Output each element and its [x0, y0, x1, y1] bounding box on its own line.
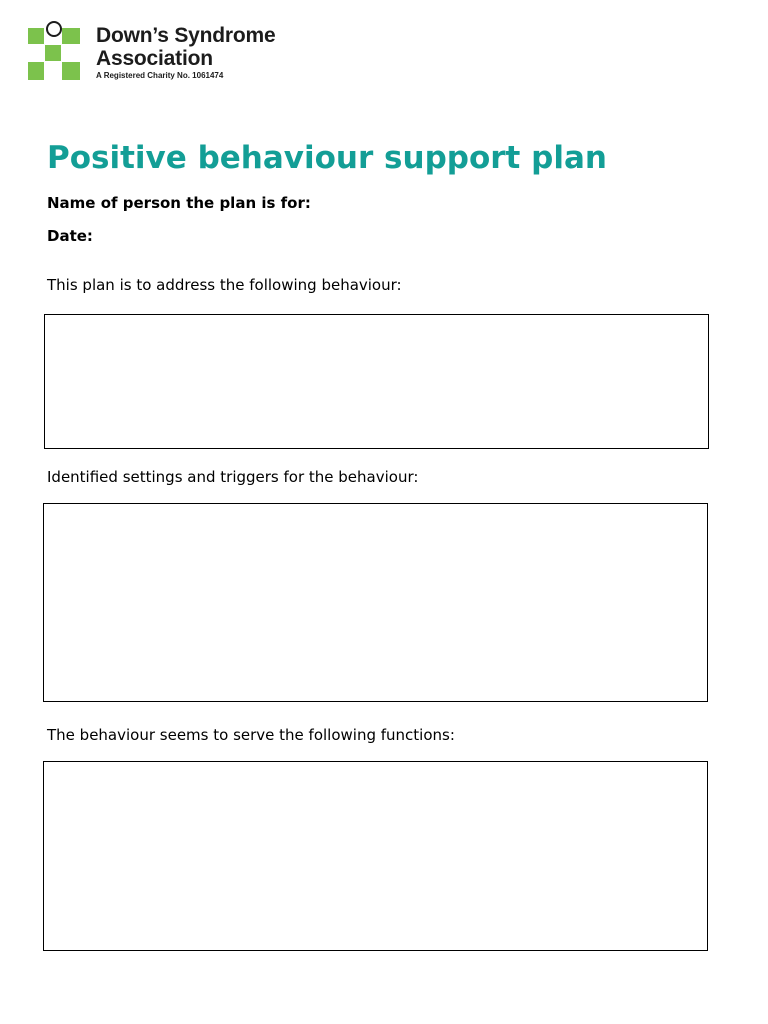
org-name [96, 24, 275, 70]
org-name-line1: Down’s Syndrome [96, 24, 276, 47]
page-title: Positive behaviour support plan [47, 140, 607, 176]
functions-box[interactable] [43, 761, 708, 951]
dsa-logo [26, 20, 296, 84]
behaviour-box[interactable] [44, 314, 709, 449]
functions-prompt: The behaviour seems to serve the following functions: [47, 726, 455, 744]
date-label: Date: [47, 227, 93, 245]
org-name-line2: Association [96, 47, 213, 70]
dsa-logo-icon [26, 20, 84, 82]
triggers-box[interactable] [43, 503, 708, 702]
charity-number: A Registered Charity No. 1061474 [96, 71, 224, 80]
behaviour-prompt: This plan is to address the following behaviour: [47, 276, 402, 294]
name-label: Name of person the plan is for: [47, 194, 311, 212]
triggers-prompt: Identified settings and triggers for the behaviour: [47, 468, 419, 486]
